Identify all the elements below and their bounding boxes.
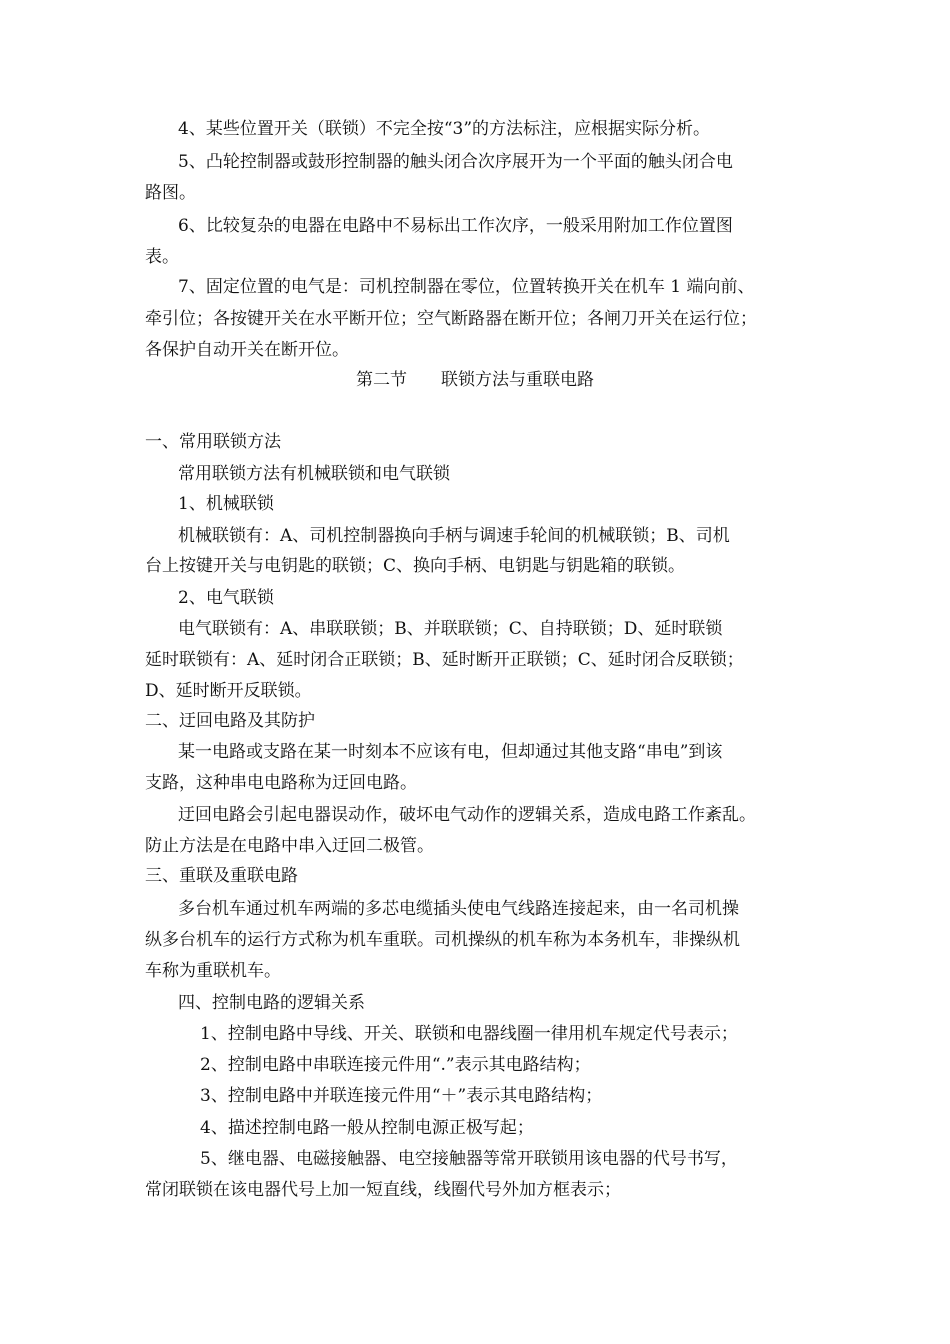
elec-interlock-line3: D、延时断开反联锁。 bbox=[145, 681, 312, 701]
part2-p1-line2: 支路，这种串电电路称为迂回电路。 bbox=[145, 773, 417, 793]
elec-interlock-line1: 电气联锁有：A、串联联锁；B、并联联锁；C、自持联锁；D、延时联锁 bbox=[178, 619, 723, 639]
part4-item-5-line1: 5、继电器、电磁接触器、电空接触器等常开联锁用该电器的代号书写， bbox=[200, 1149, 738, 1169]
section-name: 联锁方法与重联电路 bbox=[441, 370, 594, 390]
list-item-7-line1: 7、固定位置的电气是：司机控制器在零位，位置转换开关在机车 1 端向前、 bbox=[178, 277, 755, 297]
part4-heading: 四、控制电路的逻辑关系 bbox=[178, 993, 365, 1013]
part4-item-4: 4、描述控制电路一般从控制电源正极写起； bbox=[200, 1118, 534, 1138]
part3-p1-line3: 车称为重联机车。 bbox=[145, 961, 281, 981]
part2-p1-line1: 某一电路或支路在某一时刻本不应该有电，但却通过其他支路“串电”到该 bbox=[178, 742, 723, 762]
section-title bbox=[0, 365, 950, 396]
list-item-6-line2: 表。 bbox=[145, 247, 179, 267]
part3-p1-line2: 纵多台机车的运行方式称为机车重联。司机操纵的机车称为本务机车，非操纵机 bbox=[145, 930, 740, 950]
part2-p2-line1: 迂回电路会引起电器误动作，破坏电气动作的逻辑关系，造成电路工作紊乱。 bbox=[178, 805, 756, 825]
part1-intro: 常用联锁方法有机械联锁和电气联锁 bbox=[178, 464, 450, 484]
mech-interlock-line1: 机械联锁有：A、司机控制器换向手柄与调速手轮间的机械联锁；B、司机 bbox=[178, 526, 730, 546]
part4-item-2: 2、控制电路中串联连接元件用“.”表示其电路结构； bbox=[200, 1055, 591, 1075]
list-item-7-line3: 各保护自动开关在断开位。 bbox=[145, 340, 349, 360]
list-item-5-line1: 5、凸轮控制器或鼓形控制器的触头闭合次序展开为一个平面的触头闭合电 bbox=[178, 152, 733, 172]
part3-heading: 三、重联及重联电路 bbox=[145, 866, 298, 886]
part4-item-1: 1、控制电路中导线、开关、联锁和电器线圈一律用机车规定代号表示； bbox=[200, 1024, 738, 1044]
part2-heading: 二、迂回电路及其防护 bbox=[145, 711, 315, 731]
part4-item-5-line2: 常闭联锁在该电器代号上加一短直线，线圈代号外加方框表示； bbox=[145, 1180, 621, 1200]
list-item-6-line1: 6、比较复杂的电器在电路中不易标出工作次序，一般采用附加工作位置图 bbox=[178, 216, 733, 236]
list-item-5-line2: 路图。 bbox=[145, 183, 196, 203]
mech-interlock-heading: 1、机械联锁 bbox=[178, 494, 274, 514]
elec-interlock-heading: 2、电气联锁 bbox=[178, 588, 274, 608]
elec-interlock-line2: 延时联锁有：A、延时闭合正联锁；B、延时断开正联锁；C、延时闭合反联锁； bbox=[145, 650, 744, 670]
part1-heading: 一、常用联锁方法 bbox=[145, 432, 281, 452]
part3-p1-line1: 多台机车通过机车两端的多芯电缆插头使电气线路连接起来，由一名司机操 bbox=[178, 899, 739, 919]
section-number: 第二节 bbox=[356, 370, 407, 390]
part4-item-3: 3、控制电路中并联连接元件用“＋”表示其电路结构； bbox=[200, 1086, 603, 1106]
list-item-7-line2: 牵引位；各按键开关在水平断开位；空气断路器在断开位；各闸刀开关在运行位； bbox=[145, 309, 757, 329]
part2-p2-line2: 防止方法是在电路中串入迂回二极管。 bbox=[145, 836, 434, 856]
mech-interlock-line2: 台上按键开关与电钥匙的联锁；C、换向手柄、电钥匙与钥匙箱的联锁。 bbox=[145, 556, 686, 576]
list-item-4: 4、某些位置开关（联锁）不完全按“3”的方法标注，应根据实际分析。 bbox=[178, 119, 711, 139]
